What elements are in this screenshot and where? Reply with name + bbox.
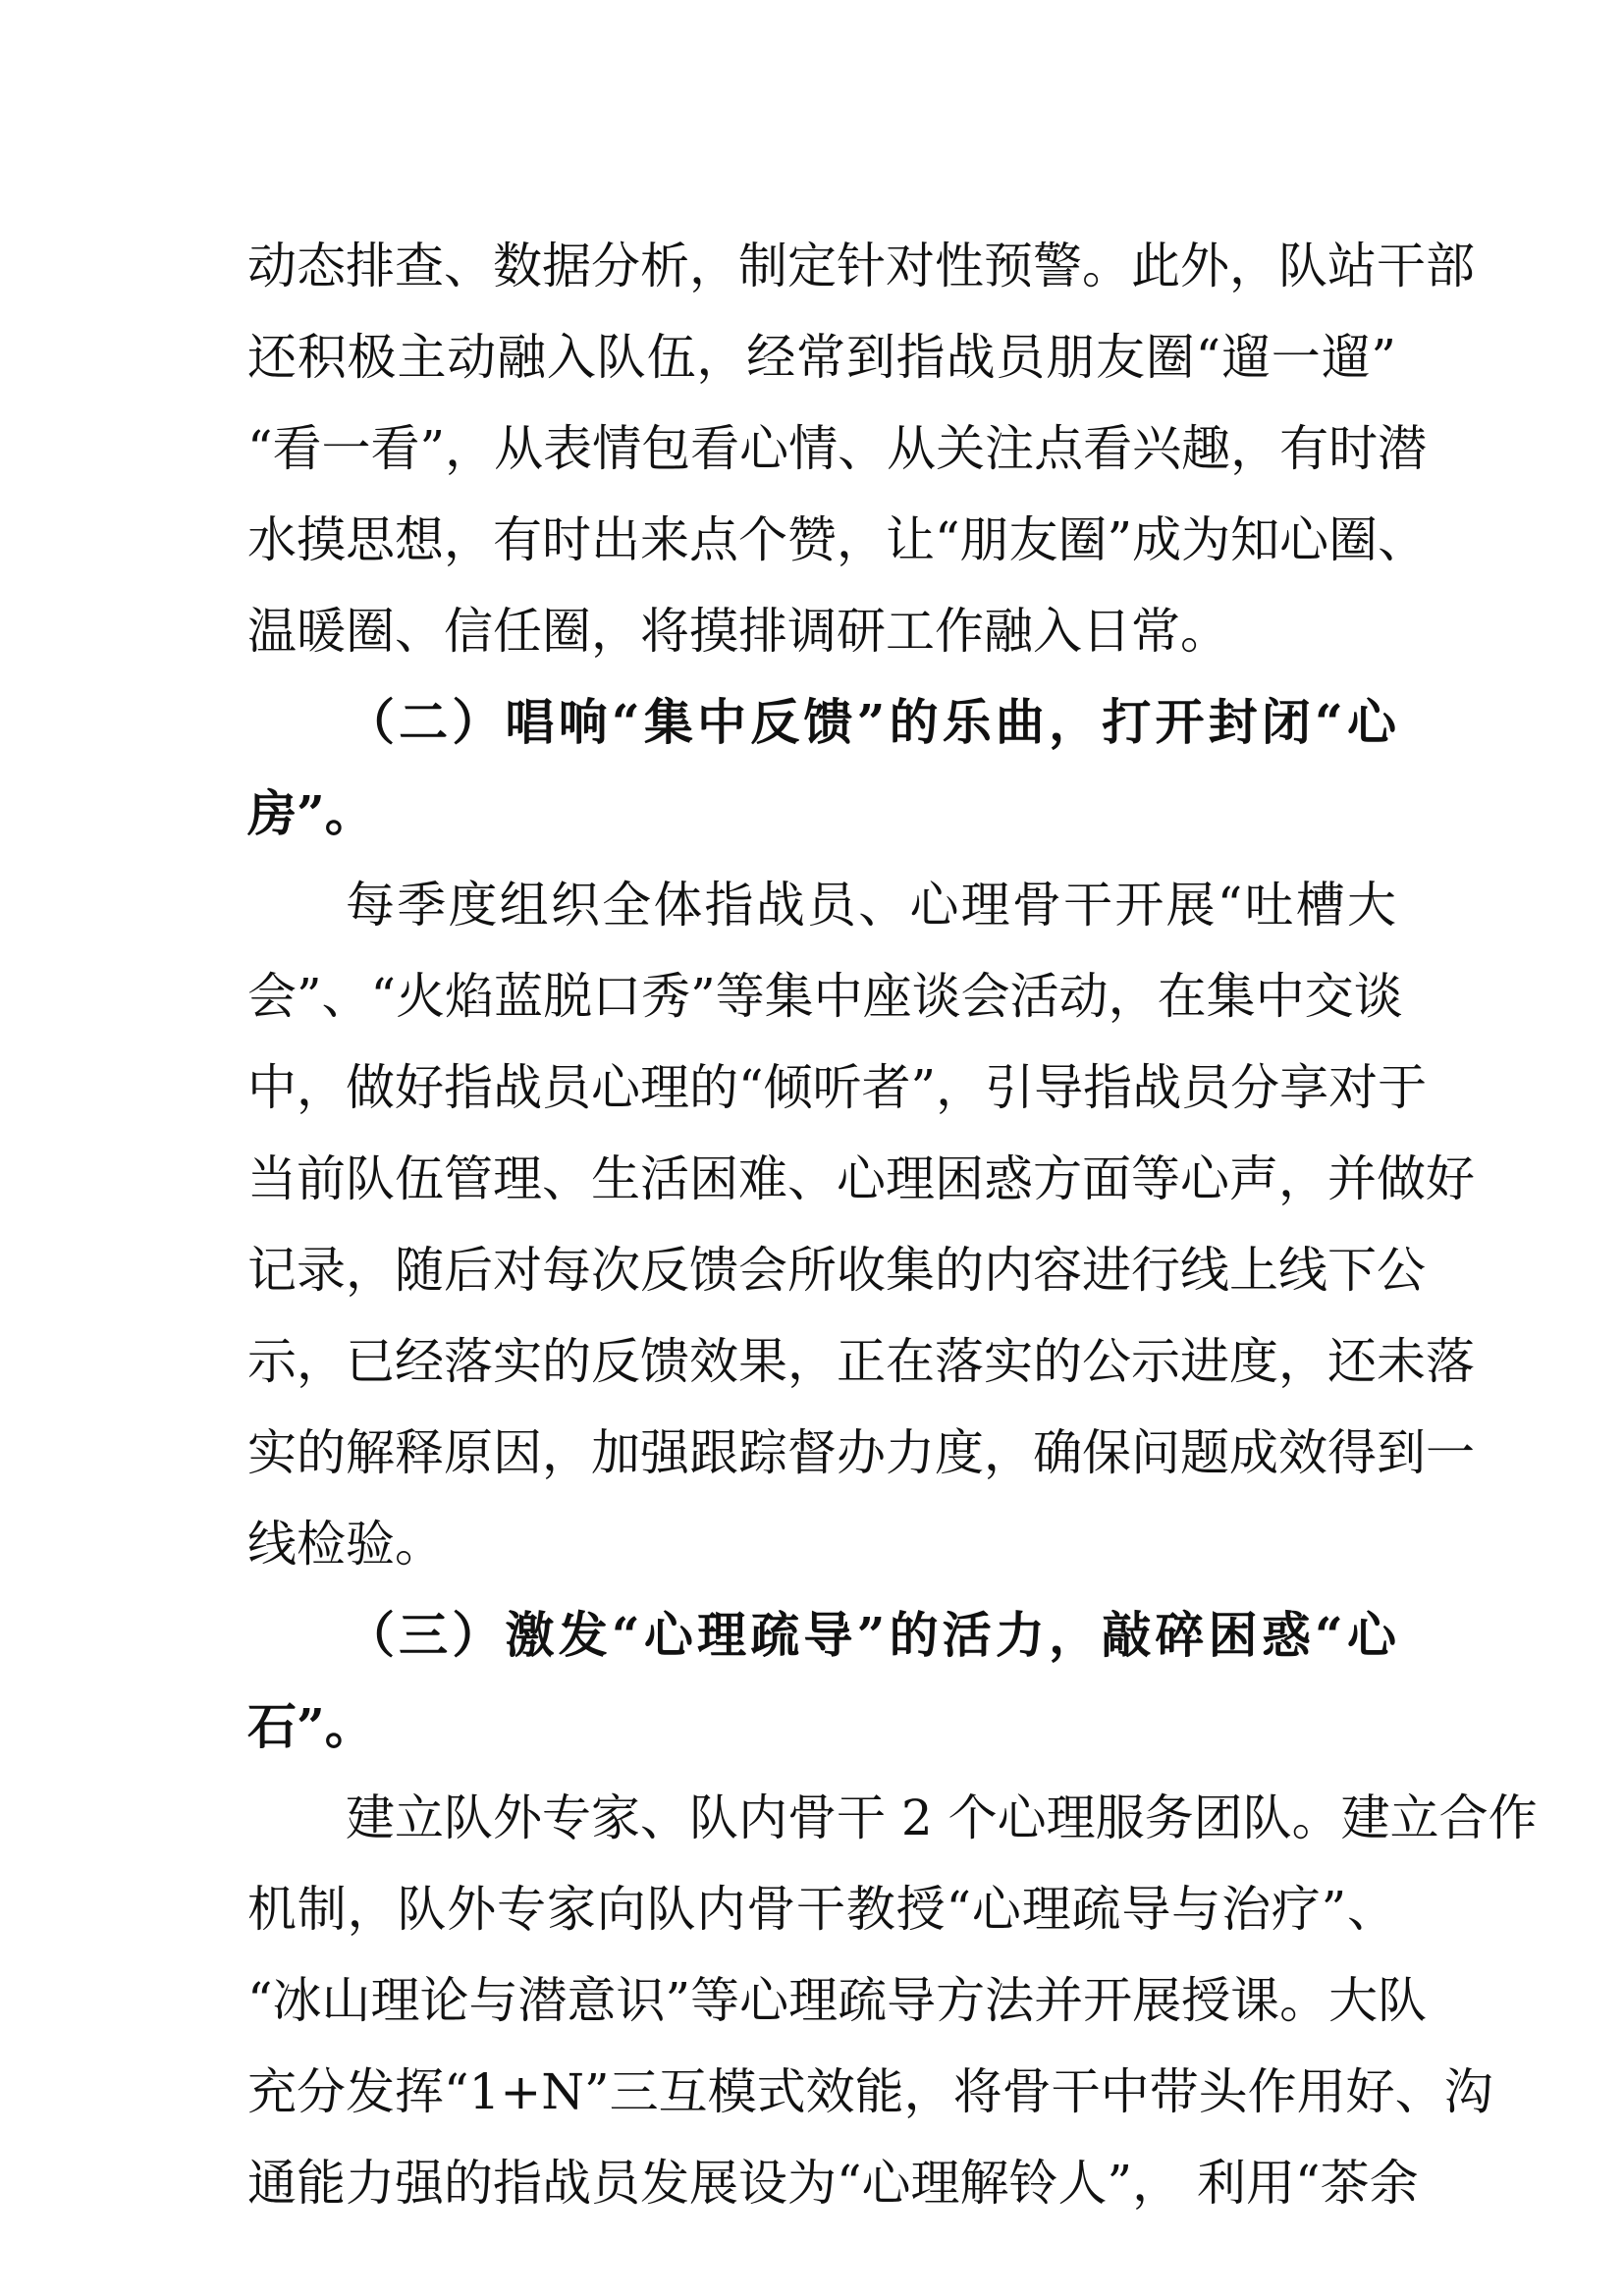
text-line: 温暖圈、信任圈，将摸排调研工作融入日常。 (247, 603, 1229, 660)
text-line: 会”、“火焰蓝脱口秀”等集中座谈会活动，在集中交谈 (247, 968, 1403, 1025)
text-line: 动态排查、数据分析，制定针对性预警。此外，队站干部 (247, 238, 1475, 294)
text-line: 还积极主动融入队伍，经常到指战员朋友圈“遛一遛” (247, 329, 1396, 386)
heading-line: 房”。 (247, 784, 374, 842)
text-line: 线检验。 (247, 1516, 444, 1573)
text-line: 充分发挥“1+N”三互模式效能，将骨干中带头作用好、沟 (247, 2063, 1493, 2120)
text-line: 当前队伍管理、生活困难、心理困惑方面等心声，并做好 (247, 1150, 1475, 1207)
text-line: 记录，随后对每次反馈会所收集的内容进行线上线下公 (247, 1242, 1426, 1299)
text-line: “看一看”，从表情包看心情、从关注点看兴趣，有时潜 (247, 420, 1428, 477)
heading-line: （二）唱响“集中反馈”的乐曲，打开封闭“心 (346, 693, 1396, 751)
text-line: “冰山理论与潜意识”等心理疏导方法并开展授课。大队 (247, 1972, 1428, 2029)
text-line: 通能力强的指战员发展设为“心理解铃人”， 利用“茶余 (247, 2155, 1419, 2212)
text-line: 实的解释原因，加强跟踪督办力度，确保问题成效得到一 (247, 1424, 1475, 1481)
text-line: 中，做好指战员心理的“倾听者”，引导指战员分享对于 (247, 1059, 1428, 1116)
text-line: 示，已经落实的反馈效果，正在落实的公示进度，还未落 (247, 1333, 1475, 1390)
text-line: 机制，队外专家向队内骨干教授“心理疏导与治疗”、 (247, 1881, 1396, 1938)
text-line: 每季度组织全体指战员、心理骨干开展“吐槽大 (346, 877, 1396, 934)
text-line: 水摸思想，有时出来点个赞，让“朋友圈”成为知心圈、 (247, 511, 1428, 568)
heading-line: （三）激发“心理疏导”的活力，敲碎困惑“心 (346, 1606, 1396, 1664)
text-line: 建立队外专家、队内骨干 2 个心理服务团队。建立合作 (346, 1789, 1538, 1846)
heading-line: 石”。 (247, 1697, 374, 1755)
